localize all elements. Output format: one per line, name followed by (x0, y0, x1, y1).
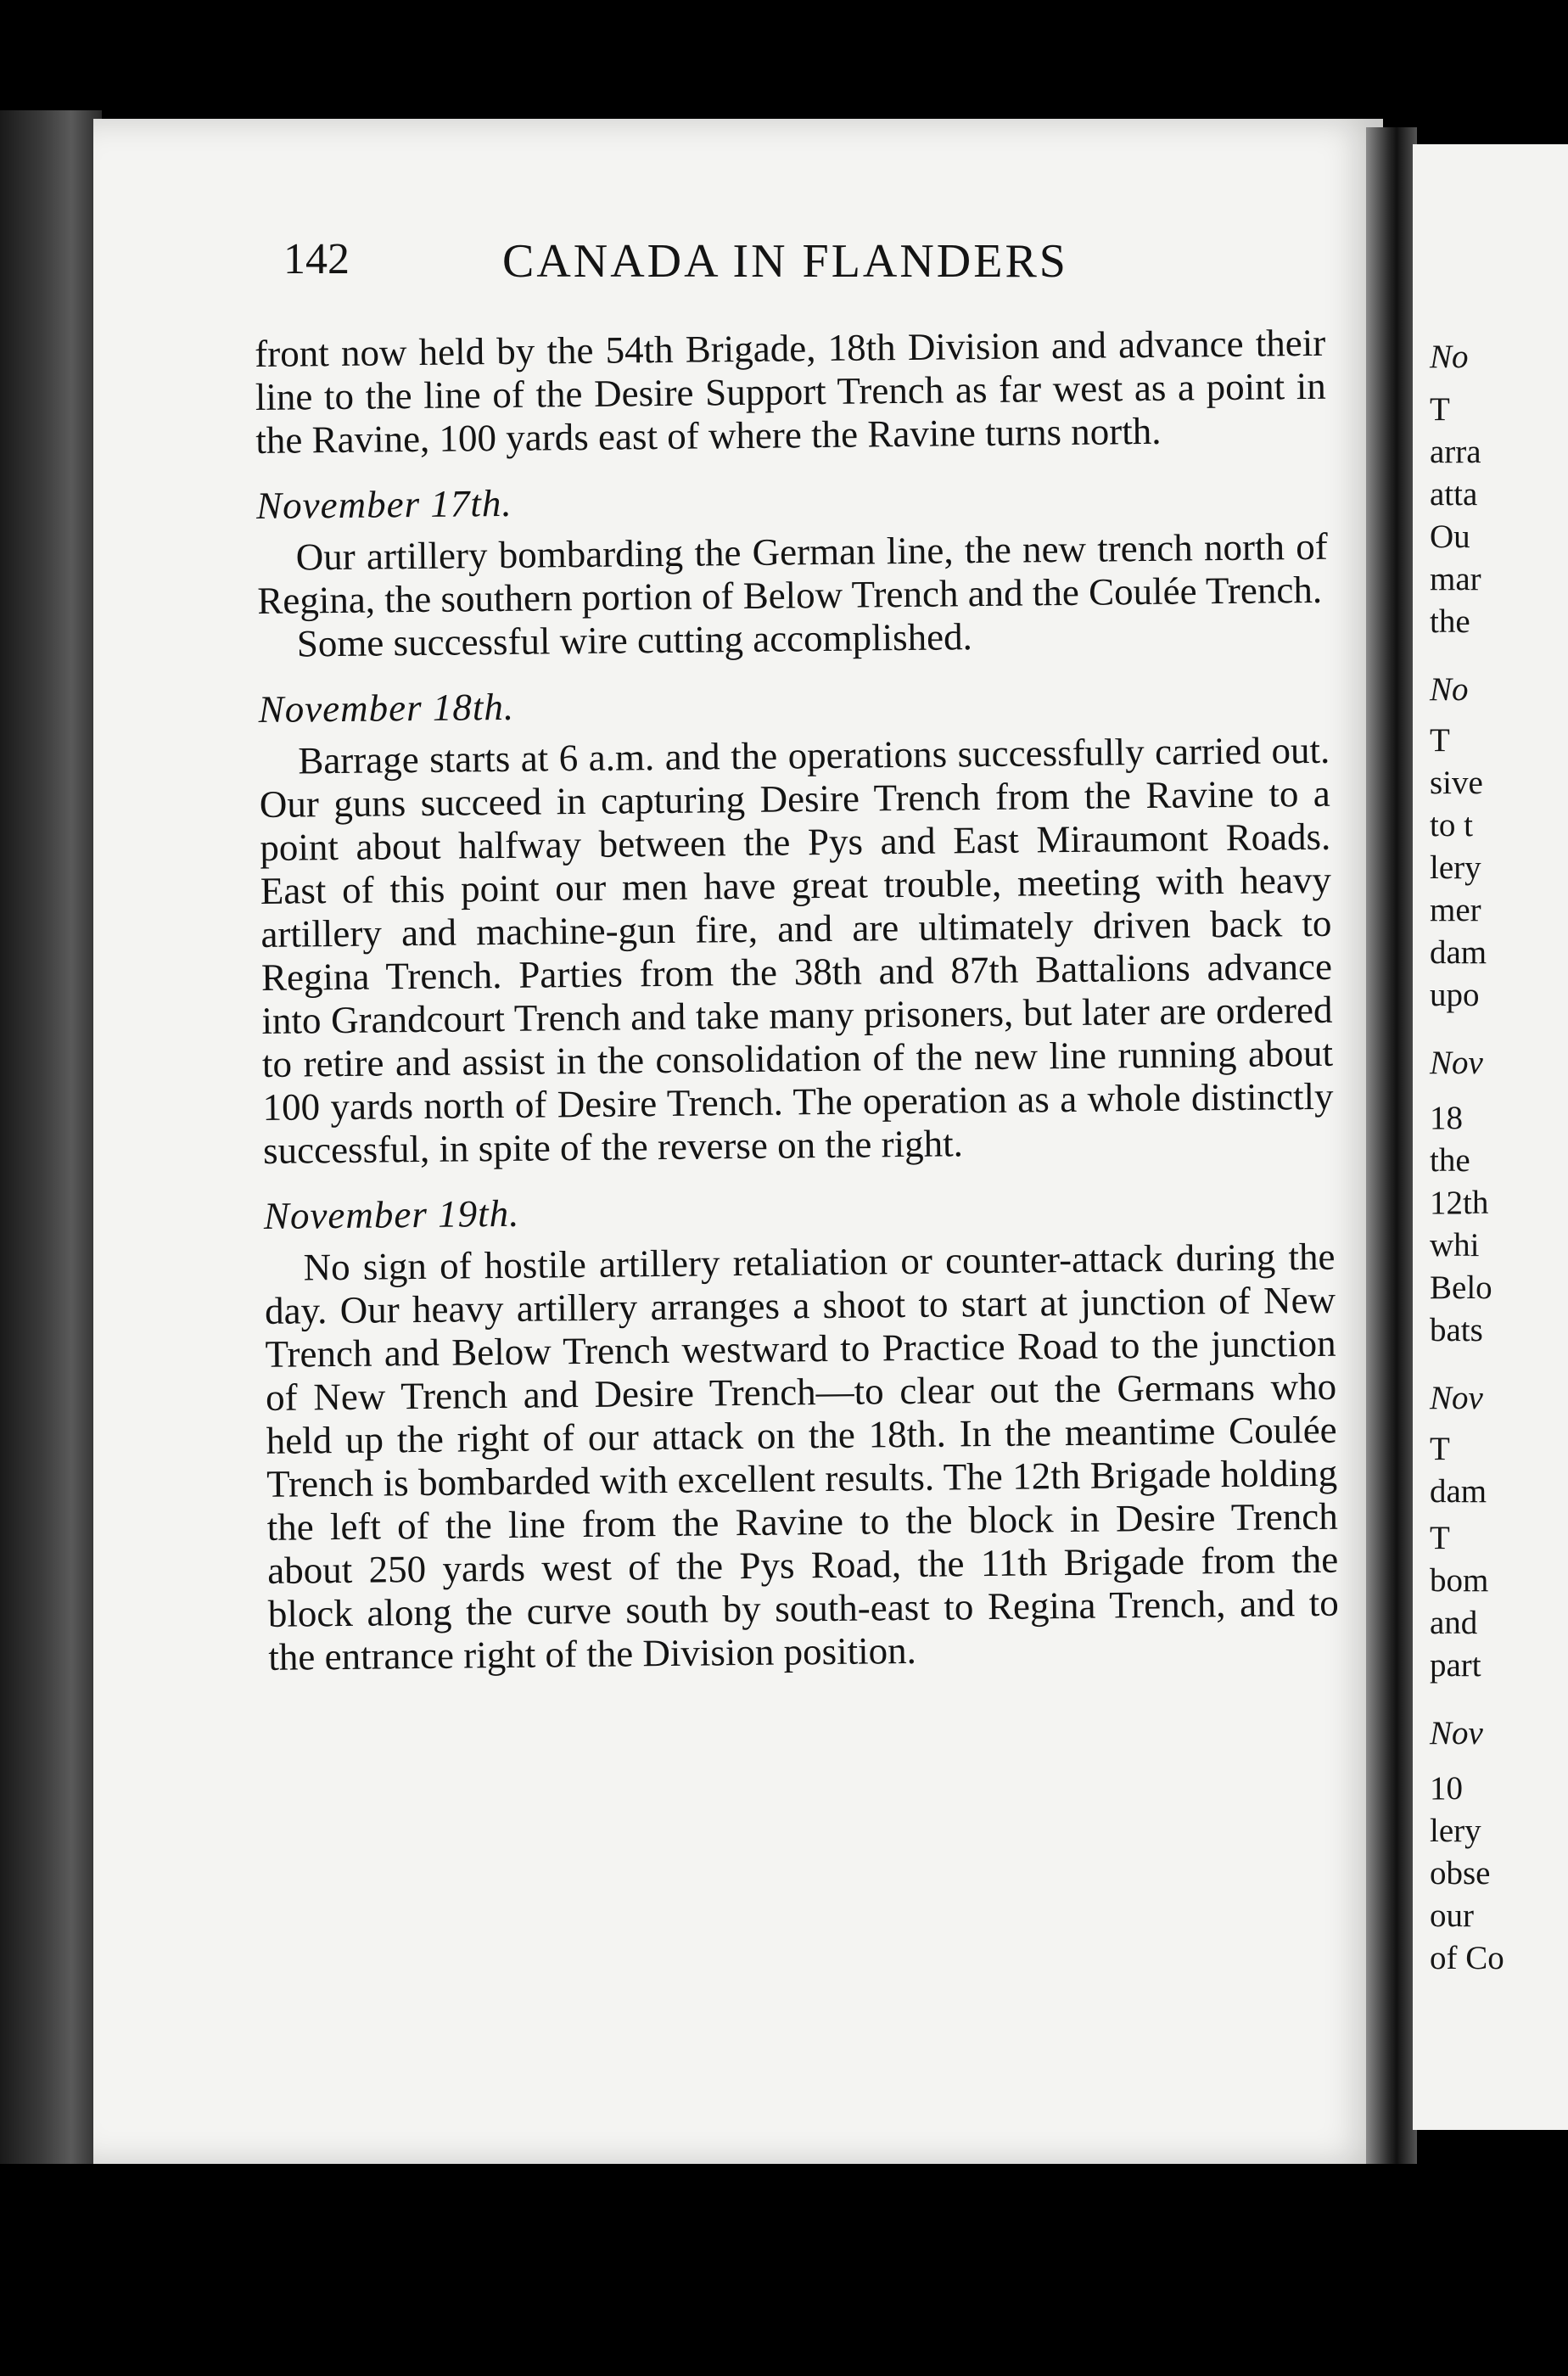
right-page-fragment: part (1430, 1647, 1481, 1684)
right-page-fragment: 10 (1430, 1770, 1463, 1807)
right-page-fragment: obse (1430, 1855, 1491, 1891)
entry-paragraph: Barrage starts at 6 a.m. and the operations successfully carried out. Our guns succeed in capturing Desire Trench from the Ravine to a point about halfway between the Pys and East Miraumont Roads. East of this point our men have great trouble, meeting with heavy artillery and machine-gun fire, and are ultimately driven back to Regina Trench. Parties from the 38th and 87th Battalions advance into Grandcourt Trench and take many prisoners, but later are ordered to retire and assist in the consolidation of the new line running about 100 yards north of Desire Trench. The operation as a whole distinctly successful, in spite of the reverse on the right. (259, 728, 1334, 1172)
right-page-fragment: T (1430, 1520, 1450, 1556)
entry-date: November 19th. (263, 1191, 520, 1237)
right-page-fragment: and (1430, 1605, 1478, 1641)
right-page-fragment: dam (1430, 934, 1487, 971)
right-page-fragment: T (1430, 391, 1450, 428)
right-page-fragment: atta (1430, 476, 1478, 513)
right-page-fragment: 12th (1430, 1185, 1489, 1221)
right-page-fragment: Nov (1430, 1045, 1483, 1081)
entry-paragraph: Our artillery bombarding the German line, the new trench north of Regina, the southern portion of Below Trench and the Coulée Trench. (257, 524, 1328, 622)
right-page-fragment: Nov (1430, 1380, 1483, 1416)
entry-november-17 (256, 474, 1329, 666)
right-page-fragment: No (1430, 339, 1469, 375)
running-title: CANADA IN FLANDERS (502, 235, 1068, 288)
book-spine (0, 110, 102, 2164)
right-page-fragment: the (1430, 603, 1470, 640)
right-page-fragment: 18 (1430, 1100, 1463, 1136)
right-page-fragment: lery (1430, 1813, 1481, 1849)
page-body (255, 322, 1340, 1679)
right-page-fragment: to t (1430, 807, 1473, 843)
right-page-fragment: dam (1430, 1473, 1487, 1510)
right-page (1413, 144, 1568, 2130)
right-page-fragment: bats (1430, 1312, 1483, 1348)
right-page-fragment: mar (1430, 561, 1481, 597)
entry-november-18 (258, 677, 1334, 1173)
right-page-fragment: our (1430, 1897, 1474, 1934)
right-page-fragment: Belo (1430, 1269, 1492, 1306)
right-page-fragment: whi (1430, 1227, 1480, 1264)
entry-paragraph: No sign of hostile artillery retaliation or counter-attack during the day. Our heavy artillery arranges a shoot to start at junction of New Trench and Below Trench westward to Practice Road to the junction of New Trench and Desire Trench—to clear out the Germans who held up the right of our attack on the 18th. In the meantime Coulée Trench is bombarded with excellent results. The 12th Brigade holding the left of the line from the Ravine to the block in Desire Trench about 250 yards west of the Pys Road, the 11th Brigade from the block along the curve south by south-east to Regina Trench, and to the entrance right of the Division position. (264, 1235, 1340, 1678)
right-page-fragment: No (1430, 671, 1469, 708)
page-number: 142 (283, 235, 350, 283)
right-page-fragment: arra (1430, 434, 1481, 470)
book-gutter (1366, 127, 1417, 2164)
entry-november-19 (264, 1184, 1340, 1679)
opening-paragraph: front now held by the 54th Brigade, 18th Division and advance their line to the line of the Desire Support Trench as far west as a point in the Ravine, 100 yards east of where the Ravine turns north. (255, 321, 1326, 462)
right-page-fragment: bom (1430, 1562, 1489, 1599)
entry-date: November 18th. (258, 685, 515, 731)
right-page-fragment: Nov (1430, 1715, 1483, 1751)
right-page-fragment: lery (1430, 849, 1481, 886)
right-page-fragment: Ou (1430, 518, 1470, 555)
right-page-fragment: upo (1430, 977, 1480, 1013)
right-page-fragment: the (1430, 1142, 1470, 1179)
entry-paragraph: Some successful wire cutting accomplished. (296, 615, 973, 665)
right-page-fragment: sive (1430, 765, 1483, 801)
right-page-fragment: T (1430, 722, 1450, 759)
right-page-fragment: of Co (1430, 1940, 1504, 1976)
right-page-fragment: T (1430, 1431, 1450, 1467)
entry-date: November 17th. (255, 481, 512, 527)
right-page-fragment: mer (1430, 892, 1481, 928)
